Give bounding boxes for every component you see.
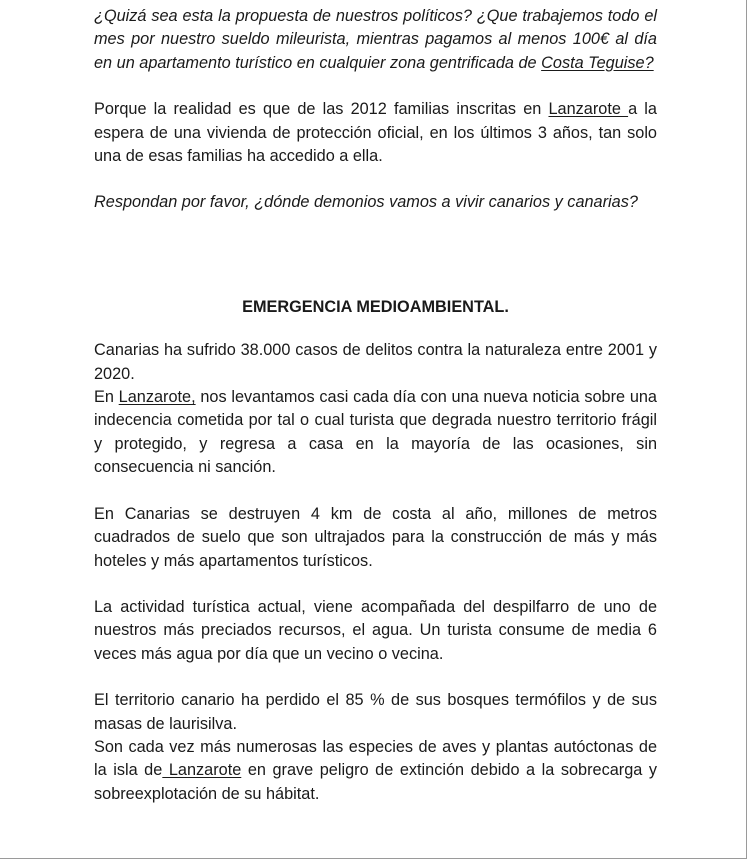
paragraph-species-extinction — [94, 736, 657, 806]
paragraph-housing-families — [94, 98, 657, 168]
paragraph-text: Son cada vez más numerosas las especies de aves y plantas autóctonas de la isla de — [94, 737, 657, 780]
section-heading-environment: EMERGENCIA MEDIOAMBIENTAL. — [242, 297, 509, 316]
paragraph-text: Porque la realidad es que de las 2012 familias inscritas en — [94, 100, 549, 119]
paragraph-tourist-incidents — [94, 386, 657, 480]
document-content — [94, 5, 657, 806]
link-costa-teguise[interactable]: Costa Teguise? — [541, 53, 654, 72]
paragraph-text: nos levantamos casi cada día con una nueva noticia sobre una indecencia cometida por tal o cual turista que degrada nuestro territorio frágil y protegido, y regresa a casa en la mayoría de las ocasiones, sin consecuencia ni sanción. — [94, 388, 657, 477]
paragraph-where-to-live: Respondan por favor, ¿dónde demonios vamos a vivir canarios y canarias? — [94, 193, 638, 212]
paragraph-crimes-nature: Canarias ha sufrido 38.000 casos de delitos contra la naturaleza entre 2001 y 2020. — [94, 341, 657, 383]
paragraph-text: a la espera de una vivienda de protección oficial, en los últimos 3 años, tan solo una de esas familias ha accedido a ella. — [94, 100, 657, 166]
paragraph-coast-destruction: En Canarias se destruyen 4 km de costa al año, millones de metros cuadrados de suelo que son ultrajados para la construcción de más y más hoteles y más apartamentos turísticos. — [94, 504, 657, 570]
link-lanzarote[interactable]: Lanzarote — [548, 100, 629, 119]
link-lanzarote[interactable]: Lanzarote — [162, 761, 242, 780]
link-lanzarote[interactable]: Lanzarote, — [118, 388, 196, 407]
paragraph-housing-question — [94, 5, 657, 75]
paragraph-water-waste: La actividad turística actual, viene acompañada del despilfarro de uno de nuestros más preciados recursos, el agua. Un turista consume de media 6 veces más agua por día que un vecino o vecina. — [94, 597, 657, 663]
paragraph-forest-loss: El territorio canario ha perdido el 85 % de sus bosques termófilos y de sus masas de laurisilva. — [94, 691, 657, 733]
paragraph-text: En — [94, 388, 119, 407]
paragraph-text: ¿Quizá sea esta la propuesta de nuestros políticos? ¿Que trabajemos todo el mes por nuestro sueldo mileurista, mientras pagamos al menos 100€ al día en un apartamento turístico en cualquier zona gentrificada de — [94, 7, 657, 72]
paragraph-text: en grave peligro de extinción debido a la sobrecarga y sobreexplotación de su hábitat. — [94, 761, 658, 803]
